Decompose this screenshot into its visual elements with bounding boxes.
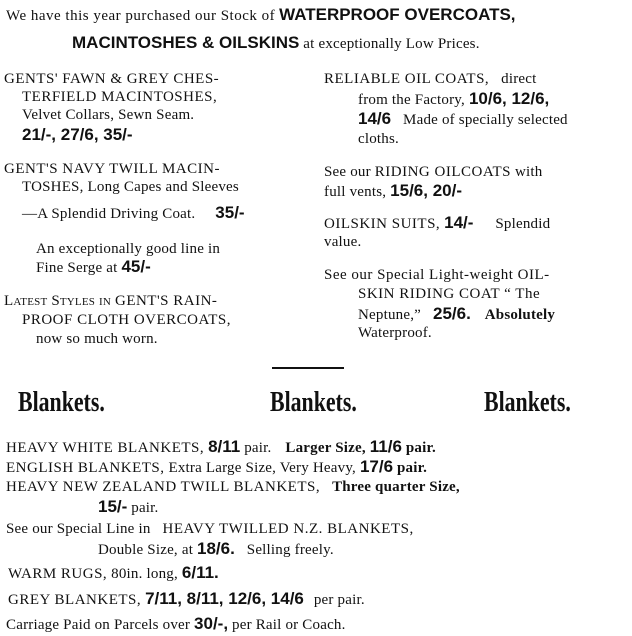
- right-item1-line1: [324, 70, 537, 88]
- right-item3-price: 14/-: [444, 213, 474, 232]
- left-item4-line2: PROOF CLOTH OVERCOATS,: [22, 312, 231, 328]
- blanket-2-caps: ENGLISH BLANKETS,: [6, 460, 165, 476]
- right-item4-price: 25/6.: [432, 304, 471, 323]
- blanket-5-text: 80in. long,: [111, 566, 178, 582]
- right-item1-line2-text: from the Factory,: [358, 92, 465, 108]
- blanket-1-price2: 11/6: [369, 437, 402, 456]
- blanket-7-price: 30/-,: [194, 614, 229, 633]
- blanket-5-caps: WARM RUGS,: [8, 566, 108, 582]
- blanket-1-price: 8/11: [208, 437, 241, 456]
- section-divider: [272, 367, 344, 369]
- left-item2-line3-text: —A Splendid Driving Coat.: [22, 206, 196, 222]
- blanket-7-text: Carriage Paid on Parcels over: [6, 617, 191, 633]
- left-item1-line1: GENTS' FAWN & GREY CHES-: [4, 71, 220, 87]
- blanket-line-3b: [98, 498, 159, 517]
- right-item2-line2: [324, 182, 462, 201]
- left-item3-line2: [36, 258, 151, 277]
- right-item1-line2: [358, 90, 549, 109]
- intro-heading-1: WATERPROOF OVERCOATS,: [279, 5, 516, 24]
- blanket-6-prices: 7/11, 8/11, 12/6, 14/6: [145, 589, 304, 608]
- left-item1-prices: 21/-, 27/6, 35/-: [22, 125, 133, 144]
- blanket-7-text2: per Rail or Coach.: [232, 617, 346, 633]
- left-item3-price: 45/-: [121, 257, 151, 276]
- blanket-4-text: See our Special Line in: [6, 521, 151, 537]
- intro-text-1: We have this year purchased our Stock of: [6, 8, 276, 24]
- right-item1-line4: cloths.: [358, 131, 399, 147]
- left-item2-line2: TOSHES, Long Capes and Sleeves: [22, 179, 239, 195]
- left-item1-line2: TERFIELD MACINTOSHES,: [22, 89, 218, 105]
- right-item3-line1-text: Splendid: [495, 216, 551, 232]
- blanket-line-7: [6, 615, 346, 634]
- blanket-5-price: 6/11.: [181, 563, 219, 582]
- blanket-line-3: [6, 478, 460, 496]
- intro-line-2: [72, 34, 480, 53]
- blanket-line-1: [6, 438, 436, 457]
- right-item2-line1: [324, 163, 542, 181]
- right-item1-line3-text: Made of specially selected: [403, 112, 568, 128]
- left-item2-line1: GENT'S NAVY TWILL MACIN-: [4, 161, 220, 177]
- blankets-heading-left: Blankets.: [18, 387, 105, 418]
- blanket-4-line2-text: Double Size, at: [98, 542, 194, 558]
- blankets-heading-center: Blankets.: [270, 387, 357, 418]
- blanket-3-price: 15/-: [98, 497, 128, 516]
- left-item4-line3: now so much worn.: [36, 331, 158, 347]
- left-item4-line1-caps: GENT'S RAIN-: [114, 293, 218, 309]
- right-item2-line1-text: See our: [324, 164, 371, 180]
- blanket-2-text2: pair.: [397, 460, 428, 476]
- blanket-line-4: [6, 520, 414, 538]
- right-item1-line1-caps: RELIABLE OIL COATS,: [324, 71, 490, 87]
- blanket-6-text: per pair.: [313, 592, 365, 608]
- right-item4-line3-tail: Absolutely: [484, 307, 556, 323]
- blanket-3-text2: pair.: [131, 500, 159, 516]
- right-item2-line1-tail: with: [514, 164, 543, 180]
- blanket-1-text: pair.: [244, 440, 272, 456]
- blanket-line-6: [8, 590, 365, 609]
- right-item2-line1-caps: RIDING OILCOATS: [374, 164, 512, 180]
- left-item2-price: 35/-: [215, 203, 245, 222]
- intro-text-2: at exceptionally Low Prices.: [303, 36, 480, 52]
- blanket-4-price: 18/6.: [197, 539, 235, 558]
- blanket-line-4b: [98, 540, 334, 559]
- blanket-4-text2: Selling freely.: [246, 542, 334, 558]
- right-item4-line3: [358, 305, 555, 324]
- left-item1-line3: Velvet Collars, Sewn Seam.: [22, 107, 195, 123]
- blanket-6-caps: GREY BLANKETS,: [8, 592, 142, 608]
- left-item4-line1: [4, 292, 217, 310]
- blanket-line-2: [6, 458, 427, 477]
- right-item4-line3-text: Neptune,”: [358, 307, 422, 323]
- blanket-3-caps: HEAVY NEW ZEALAND TWILL BLANKETS,: [6, 479, 321, 495]
- left-item2-line3: [22, 204, 245, 223]
- blanket-3-text: Three quarter Size,: [332, 479, 460, 495]
- blanket-line-5: [8, 564, 219, 583]
- right-item1-line1-text: direct: [501, 71, 537, 87]
- right-item3-line1: [324, 214, 550, 233]
- blanket-2-price: 17/6: [359, 457, 394, 476]
- blanket-2-text: Extra Large Size, Very Heavy,: [168, 460, 356, 476]
- right-item1-price: 14/6: [358, 109, 392, 128]
- intro-line-1: [6, 6, 516, 25]
- left-item4-line1-sc: Latest Styles in: [4, 293, 112, 309]
- intro-heading-2: MACINTOSHES & OILSKINS: [72, 33, 300, 52]
- right-item3-line1-caps: OILSKIN SUITS,: [324, 216, 441, 232]
- right-item3-line2: value.: [324, 234, 362, 250]
- blanket-1-text3: pair.: [405, 440, 436, 456]
- right-item1-line3: [358, 110, 568, 129]
- right-item4-line1: See our Special Light-weight OIL-: [324, 267, 550, 283]
- right-item2-line2-text: full vents,: [324, 184, 387, 200]
- blanket-4-caps: HEAVY TWILLED N.Z. BLANKETS,: [162, 521, 414, 537]
- left-item3-line2-text: Fine Serge at: [36, 260, 118, 276]
- right-item4-line2: SKIN RIDING COAT “ The: [358, 286, 541, 302]
- right-item1-prices: 10/6, 12/6,: [468, 89, 550, 108]
- blanket-1-caps: HEAVY WHITE BLANKETS,: [6, 440, 205, 456]
- right-item4-line4: Waterproof.: [358, 325, 432, 341]
- blanket-1-text2: Larger Size,: [285, 440, 366, 456]
- left-item3-line1: An exceptionally good line in: [36, 241, 221, 257]
- blankets-heading-right: Blankets.: [484, 387, 571, 418]
- right-item2-prices: 15/6, 20/-: [390, 181, 462, 200]
